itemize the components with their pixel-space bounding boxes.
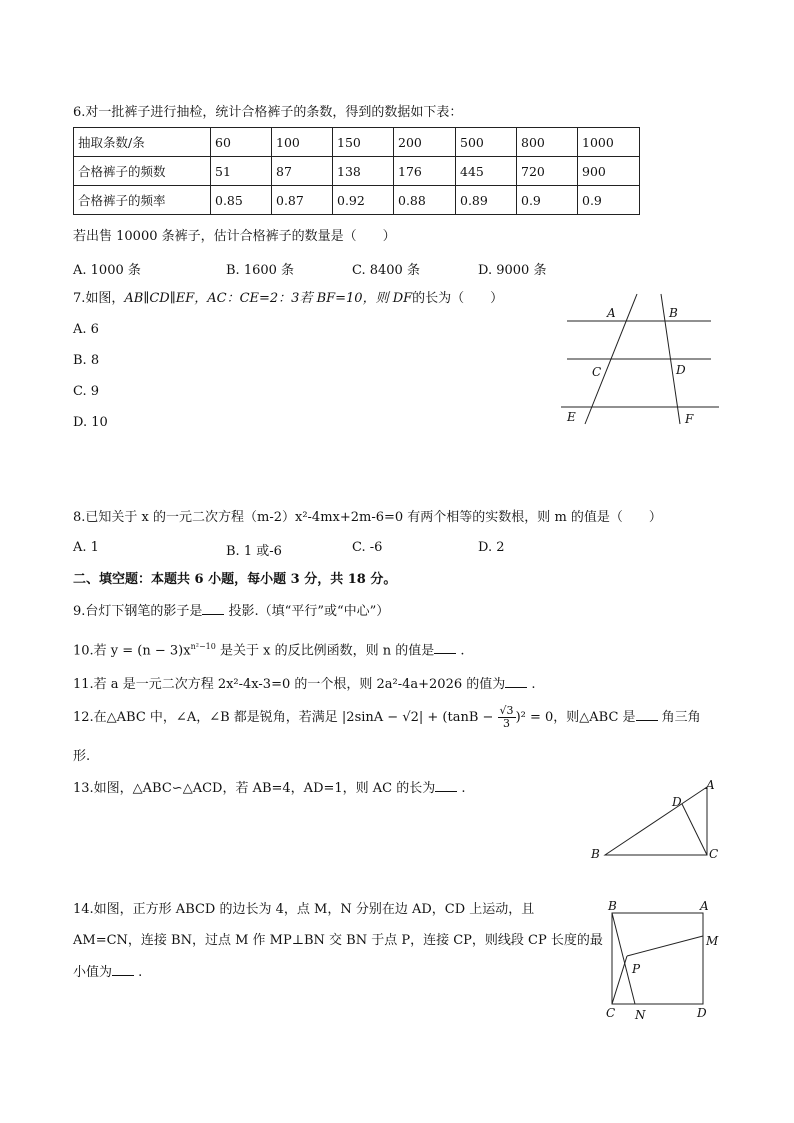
- label-d: D: [697, 1006, 707, 1020]
- section-2-heading: 二、填空题：本题共 6 小题，每小题 3 分，共 18 分。: [73, 572, 397, 587]
- q11-text-c: .: [527, 677, 536, 692]
- table-cell: 900: [578, 157, 640, 186]
- table-cell: 60: [211, 128, 272, 157]
- q12-frac-num: √3: [499, 704, 514, 717]
- q10-answer-blank[interactable]: [434, 641, 456, 654]
- q10-text-b: 是关于 x 的反比例函数，则 n 的值是: [215, 643, 435, 659]
- table-cell: 1000: [578, 128, 640, 157]
- q12-answer-blank[interactable]: [636, 708, 658, 721]
- label-c: C: [606, 1006, 616, 1020]
- q12-text-a: 12.在△ABC 中，∠A，∠B 都是锐角，若满足 |2sinA − √2| + (tanB −: [73, 710, 498, 725]
- q11-text-a: 11.若 a 是一元二次方程 2x²-4x-3=0 的一个根，则 2a²-4a+2026 的值为: [73, 677, 506, 692]
- square-abcd: [612, 913, 703, 1004]
- q8-option-a[interactable]: A. 1: [73, 540, 99, 555]
- table-cell: 0.87: [272, 186, 333, 215]
- label-f: F: [685, 412, 694, 426]
- table-cell: 100: [272, 128, 333, 157]
- q7-stem: [73, 290, 503, 308]
- q10: [73, 638, 464, 660]
- table-cell: 87: [272, 157, 333, 186]
- q9-text-a: 9.台灯下钢笔的影子是: [73, 604, 203, 619]
- q11: [73, 675, 536, 694]
- q7-option-c[interactable]: C. 9: [73, 384, 100, 399]
- q14-line1: 14.如图，正方形 ABCD 的边长为 4，点 M，N 分别在边 AD，CD 上运动，且: [73, 902, 535, 917]
- table-cell: 合格裤子的频率: [74, 186, 211, 215]
- q7-stem-prefix: 7.如图，: [73, 291, 125, 306]
- q8-option-c[interactable]: C. -6: [352, 540, 383, 555]
- q14-line2: AM=CN，连接 BN，过点 M 作 MP⊥BN 交 BN 于点 P，连接 CP，则线段 CP 长度的最: [73, 933, 603, 948]
- table-row: [74, 186, 640, 215]
- label-p: P: [632, 962, 641, 976]
- table-cell: 150: [333, 128, 394, 157]
- label-a: A: [706, 778, 715, 792]
- q7-option-b[interactable]: B. 8: [73, 353, 100, 368]
- label-c: C: [592, 365, 602, 379]
- table-cell: 合格裤子的频数: [74, 157, 211, 186]
- table-cell: 800: [517, 128, 578, 157]
- label-a: A: [607, 306, 616, 320]
- q14-square-figure: [598, 896, 728, 1024]
- q13-text-c: .: [457, 781, 466, 796]
- table-cell: 500: [456, 128, 517, 157]
- q10-text-a: 10.若 y = (n − 3)x: [73, 643, 191, 659]
- q7-option-d[interactable]: D. 10: [73, 415, 108, 430]
- q13-answer-blank[interactable]: [435, 779, 457, 792]
- table-cell: 0.85: [211, 186, 272, 215]
- segment-bn: [612, 913, 635, 1004]
- label-c: C: [709, 847, 719, 861]
- table-row: [74, 157, 640, 186]
- label-e: E: [567, 410, 576, 424]
- q7-parallel-lines-figure: [555, 290, 730, 430]
- q6-stem: 6.对一批裤子进行抽检，统计合格裤子的条数，得到的数据如下表：: [73, 105, 463, 120]
- table-cell: 0.9: [578, 186, 640, 215]
- q10-exponent: n²−10: [190, 642, 216, 651]
- segment-mp: [627, 936, 703, 956]
- table-cell: 720: [517, 157, 578, 186]
- table-cell: 138: [333, 157, 394, 186]
- label-b: B: [608, 899, 617, 913]
- label-a: A: [700, 899, 709, 913]
- q10-text-c: .: [456, 643, 465, 659]
- label-m: M: [706, 934, 719, 948]
- q11-answer-blank[interactable]: [505, 675, 527, 688]
- q8-option-d[interactable]: D. 2: [478, 540, 505, 555]
- q7-stem-suffix: 的长为（ ）: [412, 291, 504, 306]
- q6-option-b[interactable]: B. 1600 条: [226, 263, 295, 278]
- q12-text-c: 角三角: [657, 710, 701, 725]
- label-d: D: [676, 363, 686, 377]
- q6-question: 若出售 10000 条裤子，估计合格裤子的数量是（ ）: [73, 229, 396, 244]
- section-heading: [73, 571, 396, 589]
- q12-text-b: )² = 0，则△ABC 是: [515, 710, 636, 725]
- q6-option-d[interactable]: D. 9000 条: [478, 263, 547, 278]
- q7-option-a[interactable]: A. 6: [73, 322, 99, 337]
- table-cell: 抽取条数/条: [74, 128, 211, 157]
- triangle-abc: [605, 787, 707, 855]
- table-cell: 200: [394, 128, 456, 157]
- q14-line3: [73, 963, 142, 982]
- q13-similar-triangles-figure: [585, 775, 725, 865]
- q8-stem: 8.已知关于 x 的一元二次方程（m-2）x²-4mx+2m-6=0 有两个相等的实数根，则 m 的值是（ ）: [73, 510, 662, 525]
- table-cell: 0.9: [517, 186, 578, 215]
- label-b: B: [591, 847, 600, 861]
- q8-option-b[interactable]: B. 1 或-6: [226, 544, 282, 559]
- q9-text-b: 投影.（填“平行”或“中心”）: [224, 604, 390, 619]
- label-d: D: [672, 795, 682, 809]
- q14-answer-blank[interactable]: [112, 963, 134, 976]
- q6-option-a[interactable]: A. 1000 条: [73, 263, 141, 278]
- q14-text-c: .: [134, 965, 143, 980]
- q13-text-a: 13.如图，△ABC∽△ACD，若 AB=4，AD=1，则 AC 的长为: [73, 781, 436, 796]
- frequency-table: [73, 127, 640, 215]
- q9-answer-blank[interactable]: [202, 602, 224, 615]
- q12-frac-den: 3: [503, 717, 511, 730]
- label-n: N: [635, 1008, 646, 1022]
- table-cell: 0.88: [394, 186, 456, 215]
- table-row: [74, 128, 640, 157]
- q9: [73, 602, 389, 621]
- q6-option-c[interactable]: C. 8400 条: [352, 263, 420, 278]
- q7-stem-math: AB∥CD∥EF，AC：CE=2：3若 BF=10，则 DF: [124, 291, 413, 306]
- table-cell: 0.89: [456, 186, 517, 215]
- table-cell: 445: [456, 157, 517, 186]
- table-cell: 176: [394, 157, 456, 186]
- segment-cp: [612, 956, 627, 1004]
- segment-cd: [682, 804, 707, 855]
- q12-text-d: 形.: [73, 749, 91, 764]
- table-cell: 51: [211, 157, 272, 186]
- q12: [73, 703, 701, 733]
- q12-fraction: [498, 705, 516, 730]
- label-b: B: [669, 306, 678, 320]
- table-cell: 0.92: [333, 186, 394, 215]
- q13: [73, 779, 466, 798]
- q14-text-a: 小值为: [73, 965, 113, 980]
